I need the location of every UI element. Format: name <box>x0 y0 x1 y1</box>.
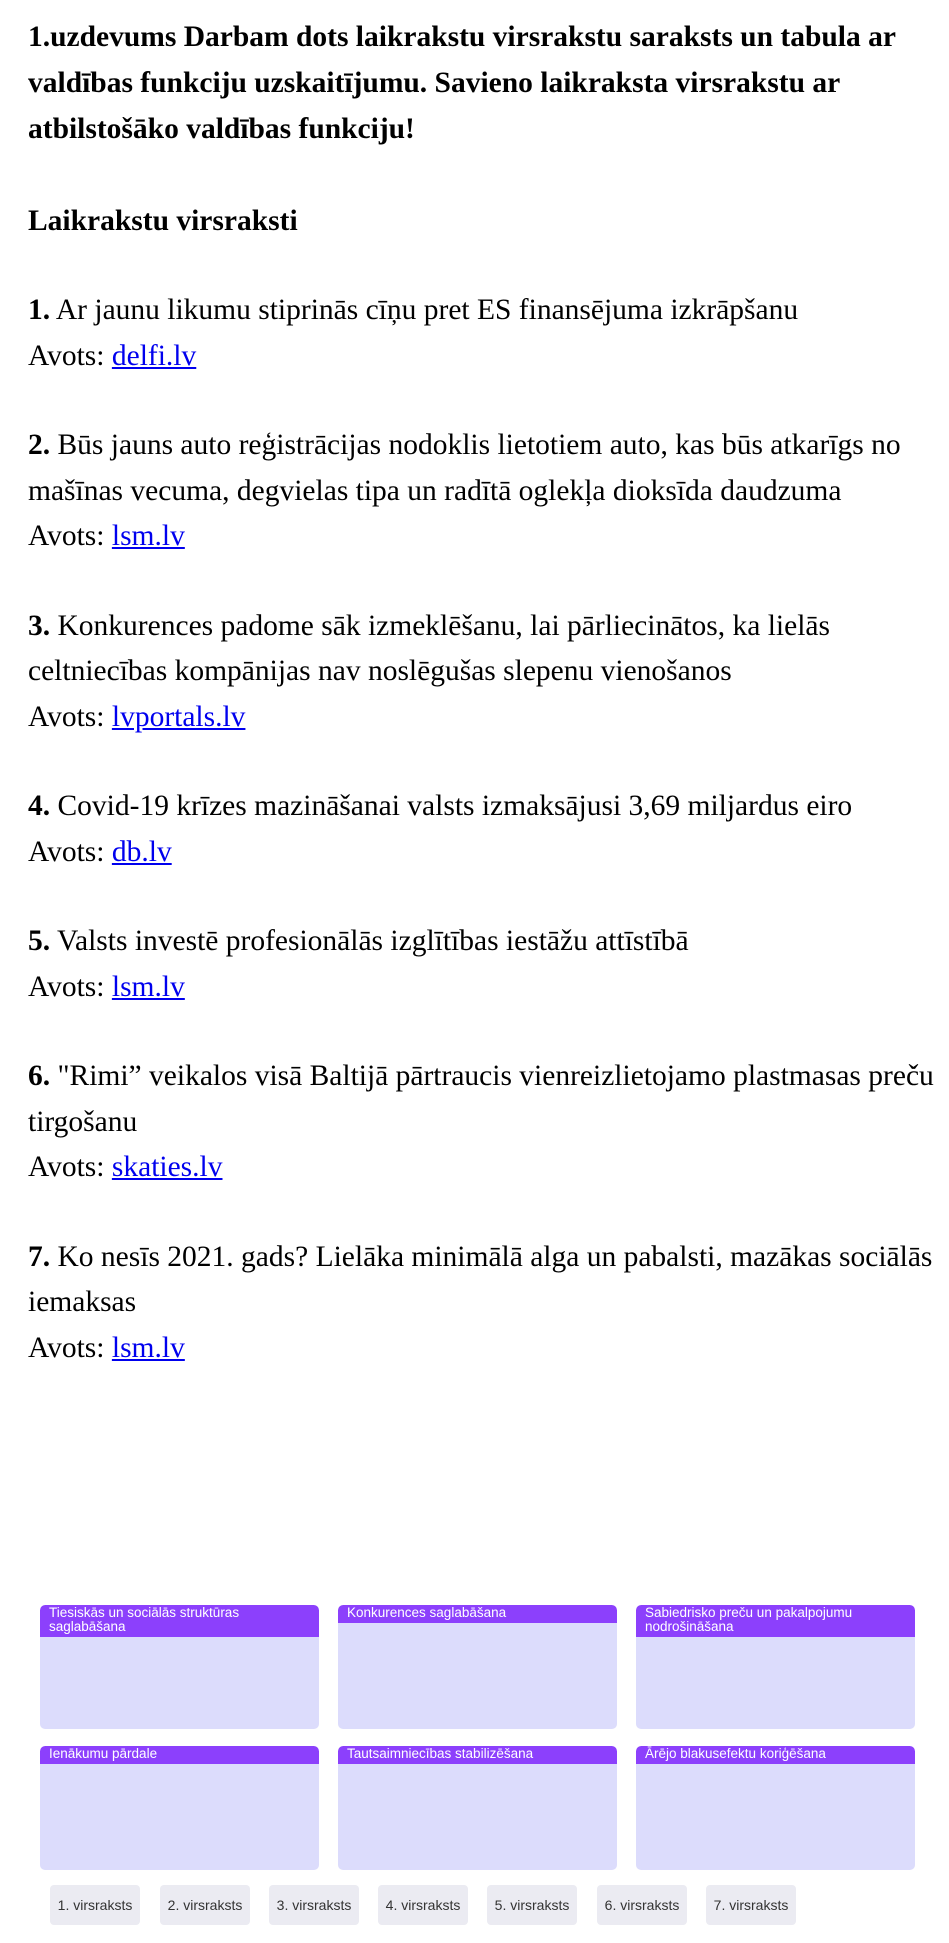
headline-text: Būs jauns auto reģistrācijas nodoklis lietotiem auto, kas būs atkarīgs no mašīnas vecuma, degvielas tipa un radītā oglekļa dioksīda daudzuma <box>28 429 901 507</box>
headline-item <box>28 1235 938 1372</box>
headline-text: "Rimi” veikalos visā Baltijā pārtraucis vienreizlietojamo plastmasas preču tirgošanu <box>28 1060 934 1138</box>
source-label: Avots: <box>28 1331 112 1364</box>
drop-zone-category[interactable] <box>338 1746 617 1870</box>
source-label: Avots: <box>28 700 112 733</box>
drop-zone-category[interactable] <box>40 1746 319 1870</box>
source-link[interactable]: skaties.lv <box>111 1151 223 1183</box>
drop-zone-category[interactable] <box>636 1605 915 1729</box>
drop-zone-category[interactable] <box>338 1605 617 1729</box>
category-title: Tiesiskās un sociālās struktūras saglabāšana <box>40 1605 319 1637</box>
headline-number: 2. <box>28 429 51 461</box>
drop-zone-category[interactable] <box>636 1746 915 1870</box>
source-label: Avots: <box>28 520 112 552</box>
headline-item <box>28 423 938 560</box>
headline-number: 3. <box>28 609 51 642</box>
source-label: Avots: <box>28 970 112 1003</box>
headline-item <box>28 919 938 1010</box>
draggable-chip[interactable]: 6. virsraksts <box>597 1885 687 1925</box>
headline-text: Covid-19 krīzes mazināšanai valsts izmaksājusi 3,69 miljardus eiro <box>50 790 853 822</box>
category-title: Ienākumu pārdale <box>40 1746 319 1764</box>
document-content <box>28 14 938 1371</box>
category-title: Sabiedrisko preču un pakalpojumu nodrošināšana <box>636 1605 915 1637</box>
source-link[interactable]: db.lv <box>111 835 172 868</box>
source-label: Avots: <box>28 1151 112 1183</box>
source-label: Avots: <box>28 339 112 372</box>
source-link[interactable]: lsm.lv <box>111 1331 185 1364</box>
headline-number: 7. <box>28 1240 51 1273</box>
headline-text: Ar jaunu likumu stiprinās cīņu pret ES finansējuma izkrāpšanu <box>50 294 799 326</box>
headline-item <box>28 1054 938 1191</box>
source-link[interactable]: lsm.lv <box>111 520 185 552</box>
draggable-chip[interactable]: 3. virsraksts <box>269 1885 359 1925</box>
headline-text: Konkurences padome sāk izmeklēšanu, lai pārliecinātos, ka lielās celtniecības kompānijas nav noslēgušas slepenu vienošanos <box>28 609 830 687</box>
drop-zone-category[interactable] <box>40 1605 319 1729</box>
headline-number: 4. <box>28 790 51 822</box>
source-link[interactable]: delfi.lv <box>111 339 197 372</box>
category-title: Tautsaimniecības stabilizēšana <box>338 1746 617 1764</box>
headline-number: 5. <box>28 925 51 957</box>
section-heading: Laikrakstu virsraksti <box>28 205 298 237</box>
draggable-chip[interactable]: 4. virsraksts <box>378 1885 468 1925</box>
matching-activity <box>40 1605 927 1927</box>
headline-text: Ko nesīs 2021. gads? Lielāka minimālā alga un pabalsti, mazākas sociālās iemaksas <box>28 1240 933 1318</box>
draggable-chip[interactable]: 7. virsraksts <box>706 1885 796 1925</box>
category-title: Ārējo blakusefektu koriģēšana <box>636 1746 915 1764</box>
headline-item <box>28 288 938 379</box>
source-link[interactable]: lsm.lv <box>111 970 185 1003</box>
headline-item <box>28 604 938 741</box>
draggable-chip[interactable]: 5. virsraksts <box>487 1885 577 1925</box>
task-instruction: 1.uzdevums Darbam dots laikrakstu virsrakstu saraksts un tabula ar valdības funkciju uzskaitījumu. Savieno laikraksta virsrakstu ar atbilstošāko valdības funkciju! <box>28 21 896 145</box>
headline-number: 1. <box>28 294 51 326</box>
source-label: Avots: <box>28 835 112 868</box>
headline-number: 6. <box>28 1060 51 1092</box>
source-link[interactable]: lvportals.lv <box>111 700 246 733</box>
headline-item <box>28 784 938 875</box>
category-grid <box>40 1605 927 1870</box>
headline-text: Valsts investē profesionālās izglītības iestāžu attīstībā <box>50 925 689 957</box>
draggable-chip[interactable]: 2. virsraksts <box>160 1885 250 1925</box>
draggable-chip[interactable]: 1. virsraksts <box>50 1885 140 1925</box>
category-title: Konkurences saglabāšana <box>338 1605 617 1623</box>
